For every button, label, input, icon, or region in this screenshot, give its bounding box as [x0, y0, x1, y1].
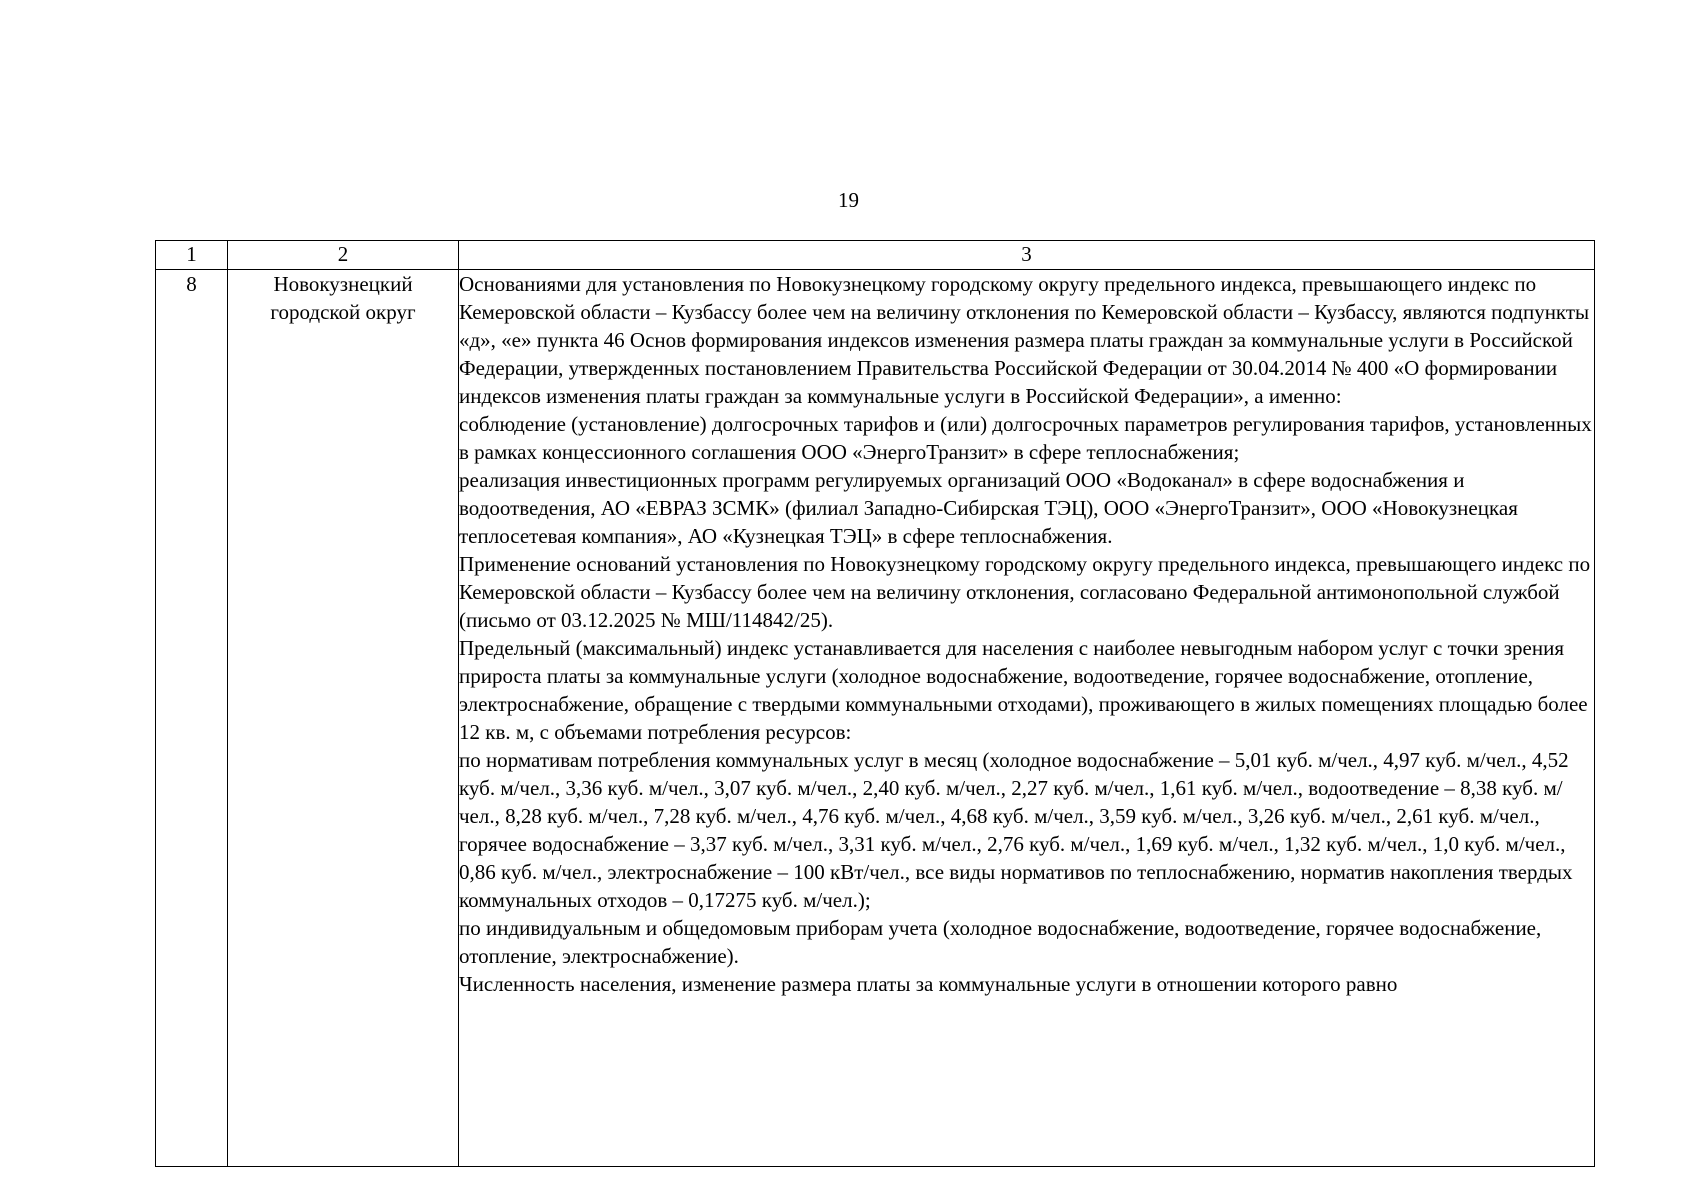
row-description [459, 270, 1595, 1167]
table-row [156, 270, 1595, 1167]
document-table [155, 240, 1595, 1167]
paragraph-fas-approval: Применение оснований установления по Новокузнецкому городскому округу предельного индекса, превышающего индекс по Кемеровской области – Кузбассу более чем на величину отклонения, согласовано Федеральной антимонопольной службой (письмо от 03.12.2025 № МШ/114842/25). [459, 552, 1591, 632]
paragraph-norms: по нормативам потребления коммунальных услуг в месяц (холодное водоснабжение – 5,01 куб. м/чел., 4,97 куб. м/чел., 4,52 куб. м/чел., 3,36 куб. м/чел., 3,07 куб. м/чел., 2,40 куб. м/чел., 2,27 куб. м/чел., 1,61 куб. м/чел., водоотведение – 8,38 куб. м/чел., 8,28 куб. м/чел., 7,28 куб. м/чел., 4,76 куб. м/чел., 4,68 куб. м/чел., 3,59 куб. м/чел., 3,26 куб. м/чел., 2,61 куб. м/чел., горячее водоснабжение – 3,37 куб. м/чел., 3,31 куб. м/чел., 2,76 куб. м/чел., 1,69 куб. м/чел., 1,32 куб. м/чел., 1,0 куб. м/чел., 0,86 куб. м/чел., электроснабжение – 100 кВт/чел., все виды нормативов по теплоснабжению, норматив накопления твердых коммунальных отходов – 0,17275 куб. м/чел.); [459, 748, 1573, 912]
paragraph-meters: по индивидуальным и общедомовым приборам учета (холодное водоснабжение, водоотведение, горячее водоснабжение, отопление, электроснабжение). [459, 916, 1542, 968]
header-cell-1: 1 [156, 241, 228, 270]
paragraph-population: Численность населения, изменение размера платы за коммунальные услуги в отношении которого равно [459, 972, 1398, 996]
municipality-name: Новокузнецкий городской округ [228, 270, 459, 1167]
table-header-row [156, 241, 1595, 270]
paragraph-investment-programs: реализация инвестиционных программ регулируемых организаций ООО «Водоканал» в сфере водоснабжения и водоотведения, АО «ЕВРАЗ ЗСМК» (филиал Западно-Сибирская ТЭЦ), ООО «ЭнергоТранзит», ООО «Новокузнецкая теплосетевая компания», АО «Кузнецкая ТЭЦ» в сфере теплоснабжения. [459, 468, 1518, 548]
header-cell-3: 3 [459, 241, 1595, 270]
header-cell-2: 2 [228, 241, 459, 270]
row-number: 8 [156, 270, 228, 1167]
paragraph-grounds: Основаниями для установления по Новокузнецкому городскому округу предельного индекса, превышающего индекс по Кемеровской области – Кузбассу более чем на величину отклонения по Кемеровской области – Кузбассу, являются подпункты «д», «е» пункта 46 Основ формирования индексов изменения размера платы граждан за коммунальные услуги в Российской Федерации, утвержденных постановлением Правительства Российской Федерации от 30.04.2014 № 400 «О формировании индексов изменения платы граждан за коммунальные услуги в Российской Федерации», а именно: [459, 272, 1590, 408]
page-number: 19 [838, 188, 859, 212]
paragraph-long-term-tariffs: соблюдение (установление) долгосрочных тарифов и (или) долгосрочных параметров регулирования тарифов, установленных в рамках концессионного соглашения ООО «ЭнергоТранзит» в сфере теплоснабжения; [459, 412, 1592, 464]
paragraph-max-index: Предельный (максимальный) индекс устанавливается для населения с наиболее невыгодным набором услуг с точки зрения прироста платы за коммунальные услуги (холодное водоснабжение, водоотведение, горячее водоснабжение, отопление, электроснабжение, обращение с твердыми коммунальными отходами), проживающего в жилых помещениях площадью более 12 кв. м, с объемами потребления ресурсов: [459, 636, 1588, 744]
